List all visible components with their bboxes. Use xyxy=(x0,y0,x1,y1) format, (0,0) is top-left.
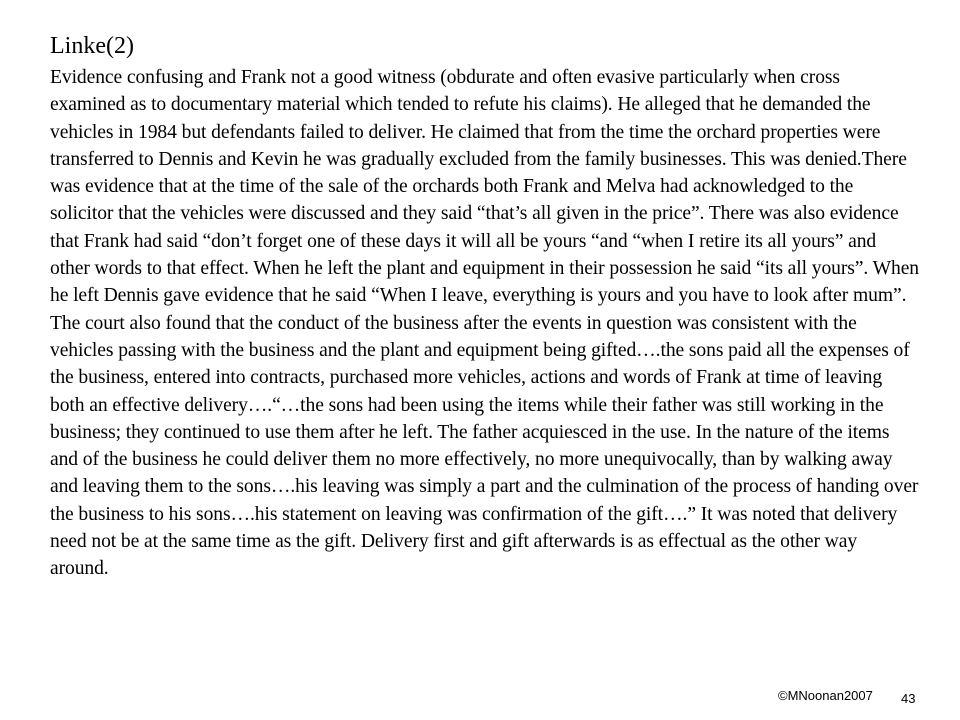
slide-content xyxy=(50,31,920,583)
slide-body-text: Evidence confusing and Frank not a good witness (obdurate and often evasive particularly when cross examined as to documentary material which tended to refute his claims). He alleged that he demanded the vehicles in 1984 but defendants failed to deliver. He claimed that from the time the orchard properties were transferred to Dennis and Kevin he was gradually excluded from the family businesses. This was denied.There was evidence that at the time of the sale of the orchards both Frank and Melva had acknowledged to the solicitor that the vehicles were discussed and they said “that’s all given in the price”. There was also evidence that Frank had said “don’t forget one of these days it will all be yours “and “when I retire its all yours” and other words to that effect. When he left the plant and equipment in their possession he said “its all yours”. When he left Dennis gave evidence that he said “When I leave, everything is yours and you have to look after mum”. The court also found that the conduct of the business after the events in question was consistent with the vehicles passing with the business and the plant and equipment being gifted….the sons paid all the expenses of the business, entered into contracts, purchased more vehicles, actions and words of Frank at time of leaving both an effective delivery….“…the sons had been using the items while their father was still working in the business; they continued to use them after he left. The father acquiesced in the use. In the nature of the items and of the business he could deliver them no more effectively, no more unequivocally, than by walking away and leaving them to the sons….his leaving was simply a part and the culmination of the process of handing over the business to his sons….his statement on leaving was confirmation of the gift….” It was noted that delivery need not be at the same time as the gift. Delivery first and gift afterwards is as effectual as the other way around. xyxy=(50,67,920,580)
footer-copyright: ©MNoonan2007 xyxy=(778,688,873,703)
slide-title: Linke(2) xyxy=(50,33,134,59)
footer-page-number: 43 xyxy=(901,691,916,706)
